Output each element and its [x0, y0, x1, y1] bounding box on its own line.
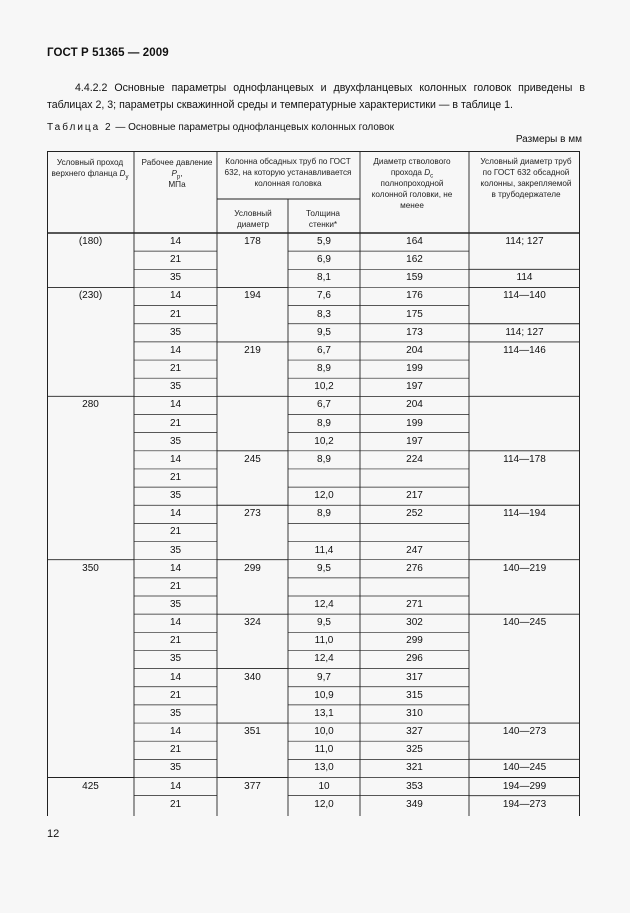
table-cell-t: 8,9 [317, 508, 331, 520]
table-cell-dy: (230) [78, 290, 103, 302]
table-cell-t: 10,2 [314, 381, 334, 393]
table-cell-t: 10,9 [314, 689, 334, 701]
table-cell-dc: 299 [406, 635, 423, 647]
table-caption-text: — Основные параметры однофланцевых колонных головок [112, 122, 395, 133]
table-cell-hd: 140—273 [502, 726, 547, 738]
table-cell-cd: 377 [244, 780, 261, 792]
document-header: ГОСТ Р 51365 — 2009 [47, 47, 169, 59]
header-bore-diameter-text: Диаметр стволового прохода [373, 157, 451, 177]
table-cell-p: 21 [169, 254, 182, 266]
table-cell-p: 35 [169, 707, 182, 719]
table-cell-dc: 271 [406, 599, 423, 610]
table-cell-p: 21 [169, 580, 182, 592]
table-cell-p: 21 [169, 744, 182, 756]
table-cell-hd: 140—245 [502, 762, 547, 774]
table-cell-t: 10,2 [314, 435, 334, 447]
table-cell-t: 6,7 [317, 399, 331, 411]
table-cell-t: 8,1 [317, 272, 331, 284]
table-cell-dc: 353 [406, 780, 423, 792]
table-cell-t: 11,0 [314, 744, 334, 756]
body-paragraph: 4.4.2.2 Основные параметры однофланцевых и двухфланцевых колонных головок приведены в таблицах 2, 3; параметры скважинной среды и температурные характеристики — в таблице 1. [47, 82, 585, 111]
header-bore-diameter-sub: c [430, 173, 434, 180]
table-cell-t: 12,0 [314, 798, 334, 810]
table-cell-dc: 199 [406, 363, 423, 375]
table-cell-p: 14 [169, 344, 182, 356]
header-working-pressure-text: Рабочее давление [141, 158, 213, 167]
table-cell-cd: 273 [244, 508, 261, 520]
table-cell-hd: 114; 127 [505, 236, 544, 247]
table-cell-dc: 217 [406, 490, 423, 502]
table-cell-p: 21 [169, 526, 182, 538]
table-cell-dc: 310 [406, 707, 423, 719]
table-cell-p: 14 [169, 617, 182, 629]
table-cell-cd: 219 [244, 344, 261, 356]
table-cell-cd: 178 [244, 236, 261, 247]
table-cell-dc: 247 [406, 544, 423, 556]
table-cell-dc: 197 [406, 435, 423, 447]
table-cell-hd: 114 [516, 272, 533, 284]
table-cell-dc: 349 [406, 798, 423, 810]
table-cell-dc: 176 [406, 290, 423, 302]
table-cell-hd: 194—273 [502, 798, 547, 810]
table-cell-cd: 324 [244, 617, 261, 629]
table-cell-dc: 302 [406, 617, 423, 629]
table-cell-p: 35 [169, 544, 182, 556]
table-cell-dc: 296 [406, 653, 423, 665]
parameters-table [47, 151, 580, 816]
table-cell-dc: 325 [406, 744, 423, 756]
table-cell-t: 6,9 [317, 254, 331, 266]
table-cell-cd: 351 [244, 726, 261, 738]
table-cell-t: 12,0 [314, 490, 334, 502]
table-cell-cd: 340 [244, 671, 261, 683]
header-working-pressure: Рабочее давление $P_р$, МПа [141, 158, 213, 189]
table-cell-t: 8,9 [317, 417, 331, 429]
table-cell-p: 35 [169, 272, 182, 284]
table-cell-hd: 140—219 [502, 562, 547, 574]
table-cell-p: 21 [169, 635, 182, 647]
table-cell-p: 35 [169, 599, 182, 610]
table-cell-hd: 114—146 [503, 344, 546, 356]
header-nominal-bore-symbol: D [119, 169, 126, 178]
table-cell-p: 14 [169, 726, 182, 738]
table-cell-t: 5,9 [317, 236, 331, 247]
table-cell-t: 8,9 [317, 453, 331, 465]
table-cell-p: 35 [169, 381, 182, 393]
table-cell-p: 14 [169, 562, 182, 574]
table-cell-p: 14 [169, 780, 182, 792]
table-cell-p: 35 [169, 435, 182, 447]
table-cell-dy: 425 [82, 780, 99, 792]
table-cell-p: 14 [169, 399, 182, 411]
table-cell-dc: 276 [406, 562, 423, 574]
header-hanger-casing: Условный диаметр труб по ГОСТ 632 обсадной колонны, закрепляемой в трубодержателе [480, 157, 572, 199]
table-cell-dc: 175 [406, 308, 423, 320]
table-cell-dc: 159 [406, 272, 423, 284]
header-working-pressure-unit: МПа [168, 180, 186, 189]
table-cell-t: 6,7 [317, 344, 331, 356]
dimensions-note: Размеры в мм [515, 134, 582, 145]
table-cell-t: 8,3 [317, 308, 331, 320]
table-cell-hd: 114; 127 [505, 326, 544, 338]
table-cell-dc: 252 [406, 508, 423, 520]
table-cell-cd: 245 [244, 453, 261, 465]
table-cell-hd: 114—194 [503, 508, 546, 520]
table-cell-p: 35 [169, 490, 182, 502]
table-cell-p: 21 [169, 417, 182, 429]
table-cell-dy: 280 [82, 399, 99, 411]
table-cell-dc: 173 [406, 326, 423, 338]
table-cell-t: 10,0 [314, 726, 334, 738]
header-nominal-bore-sub: y [125, 174, 129, 181]
table-cell-p: 14 [169, 290, 182, 302]
table-cell-p: 14 [169, 508, 182, 520]
table-cell-t: 13,1 [314, 707, 334, 719]
table-cell-hd: 114—140 [503, 290, 546, 302]
header-bore-diameter-text-end: полнопроходной колонной головки, не менее [371, 179, 453, 210]
header-nominal-bore [51, 157, 129, 179]
table-cell-hd: 194—299 [502, 780, 547, 792]
table-cell-p: 35 [169, 653, 182, 665]
table-cell-t: 9,5 [317, 617, 331, 629]
table-cell-dy: (180) [78, 236, 103, 247]
table-cell-hd: 140—245 [502, 617, 547, 629]
table-cell-t: 13,0 [314, 762, 334, 774]
table-cell-dc: 197 [406, 381, 423, 393]
table-cell-dc: 199 [406, 417, 423, 429]
table-cell-p: 21 [169, 689, 182, 701]
table-cell-dc: 315 [406, 689, 423, 701]
page-number: 12 [47, 828, 60, 840]
table-cell-dc: 327 [406, 726, 423, 738]
table-cell-p: 21 [169, 471, 182, 483]
table-cell-hd: 114—178 [503, 453, 546, 465]
table-cell-cd: 194 [244, 290, 261, 302]
table-cell-dy: 350 [82, 562, 99, 574]
header-working-pressure-sub: р [176, 174, 181, 181]
table-cell-dc: 204 [406, 344, 423, 356]
header-wall-thickness: Толщина стенки* [306, 209, 340, 229]
table-cell-cd: 299 [244, 562, 261, 574]
header-casing-string: Колонна обсадных труб по ГОСТ 632, на которую устанавливается колонная головка [224, 157, 352, 188]
header-nominal-diameter: Условный диаметр [234, 209, 272, 229]
table-cell-dc: 224 [406, 453, 423, 465]
table-cell-t: 11,0 [314, 635, 334, 647]
header-working-pressure-symbol: P [171, 169, 177, 178]
table-cell-p: 14 [169, 453, 182, 465]
table-cell-dc: 321 [406, 762, 423, 774]
table-cell-dc: 164 [406, 236, 423, 247]
table-cell-t: 12,4 [314, 599, 334, 610]
table-cell-p: 35 [169, 762, 182, 774]
header-bore-diameter [364, 156, 460, 211]
table-cell-p: 21 [169, 363, 182, 375]
table-cell-p: 21 [169, 798, 182, 810]
header-nominal-bore-text: Условный проход верхнего фланца [51, 158, 124, 178]
table-cell-t: 10 [318, 780, 330, 792]
table-cell-t: 7,6 [317, 290, 331, 302]
table-cell-t: 12,4 [314, 653, 334, 665]
table-cell-dc: 317 [406, 671, 423, 683]
table-cell-t: 9,5 [317, 562, 331, 574]
table-cell-p: 21 [169, 308, 182, 320]
table-cell-t: 9,7 [317, 671, 331, 683]
table-cell-p: 35 [169, 326, 182, 338]
table-cell-dc: 204 [406, 399, 423, 411]
header-bore-diameter-symbol: D [424, 168, 431, 177]
table-cell-dc: 162 [406, 254, 423, 266]
table-cell-t: 9,5 [317, 326, 331, 338]
table-cell-p: 14 [169, 236, 182, 247]
table-cell-p: 14 [169, 671, 182, 683]
table-caption [47, 122, 394, 133]
table-cell-t: 8,9 [317, 363, 331, 375]
table-cell-t: 11,4 [314, 544, 334, 556]
table-caption-label: Таблица 2 [47, 122, 113, 133]
